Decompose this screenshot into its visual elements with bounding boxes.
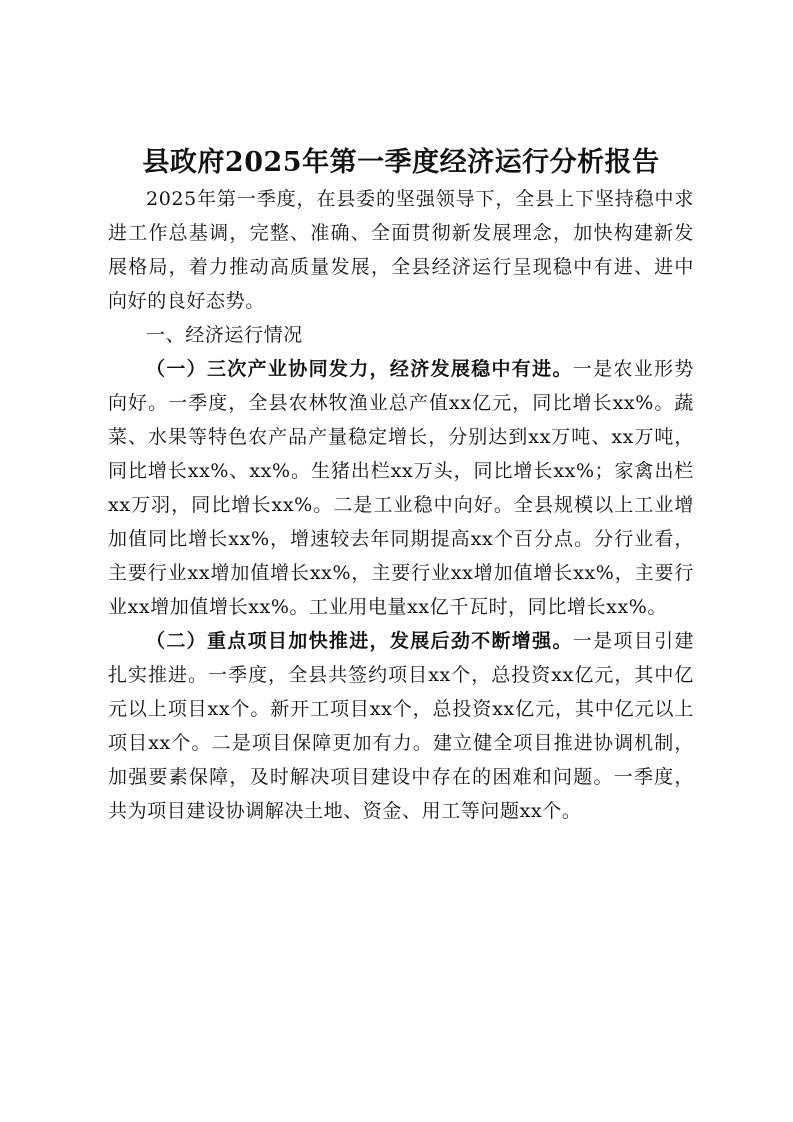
paragraph-lead-industries: （一）三次产业协同发力，经济发展稳中有进。 — [146, 358, 573, 380]
intro-paragraph: 2025年第一季度，在县委的坚强领导下，全县上下坚持稳中求进工作总基调，完整、准确、全面贯彻新发展理念，加快构建新发展格局，着力推动高质量发展，全县经济运行呈现稳中有进、进中向好的良好态势。 — [108, 188, 694, 312]
document-title: 县政府2025年第一季度经济运行分析报告 — [142, 147, 660, 178]
section-heading-economic-operation: 一、经济运行情况 — [146, 324, 303, 346]
paragraph-industries — [108, 352, 694, 624]
paragraph-lead-projects: （二）重点项目加快推进，发展后劲不断增强。 — [146, 630, 573, 652]
paragraph-body-projects: 一是项目引建扎实推进。一季度，全县共签约项目xx个，总投资xx亿元，其中亿元以上项目xx个。新开工项目xx个，总投资xx亿元，其中亿元以上项目xx个。二是项目保障更加有力。建立健全项目推进协调机制，加强要素保障，及时解决项目建设中存在的困难和问题。一季度，共为项目建设协调解决土地、资金、用工等问题xx个。 — [108, 630, 694, 822]
paragraph-body-industries: 一是农业形势向好。一季度，全县农林牧渔业总产值xx亿元，同比增长xx%。蔬菜、水果等特色农产品产量稳定增长，分别达到xx万吨、xx万吨，同比增长xx%、xx%。生猪出栏xx万头，同比增长xx%；家禽出栏xx万羽，同比增长xx%。二是工业稳中向好。全县规模以上工业增加值同比增长xx%，增速较去年同期提高xx个百分点。分行业看，主要行业xx增加值增长xx%，主要行业xx增加值增长xx%，主要行业xx增加值增长xx%。工业用电量xx亿千瓦时，同比增长xx%。 — [108, 358, 694, 618]
document-body — [108, 144, 694, 828]
paragraph-projects — [108, 624, 694, 828]
